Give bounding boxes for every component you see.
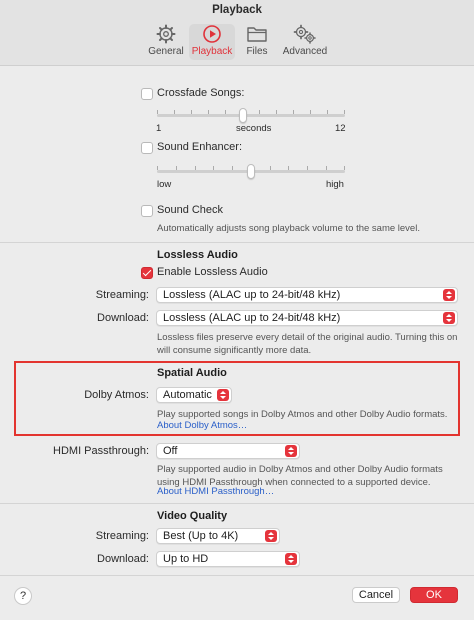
- hdmi-passthrough-select[interactable]: [156, 443, 300, 459]
- gears-icon: [293, 24, 317, 44]
- video-download-value: Up to HD: [163, 553, 209, 565]
- dolby-atmos-select[interactable]: [156, 387, 232, 403]
- tab-general[interactable]: [144, 24, 188, 60]
- divider: [0, 503, 474, 504]
- crossfade-slider-knob[interactable]: [239, 108, 247, 123]
- video-download-select[interactable]: [156, 551, 300, 567]
- tab-playback[interactable]: [189, 24, 235, 60]
- crossfade-slider[interactable]: [157, 108, 345, 124]
- crossfade-max-label: 12: [335, 123, 346, 134]
- tab-playback-label: Playback: [191, 46, 233, 57]
- gear-icon: [156, 24, 176, 44]
- ok-button[interactable]: OK: [410, 587, 458, 603]
- sound-check-label: Sound Check: [157, 204, 224, 216]
- video-download-label: Download:: [97, 553, 149, 565]
- lossless-download-value: Lossless (ALAC up to 24-bit/48 kHz): [163, 312, 341, 324]
- tab-general-label: General: [148, 46, 184, 57]
- crossfade-checkbox[interactable]: [141, 88, 153, 100]
- chevron-updown-icon: [285, 553, 297, 565]
- hdmi-passthrough-value: Off: [163, 445, 178, 457]
- spatial-audio-help: Play supported songs in Dolby Atmos and other Dolby Audio formats.: [157, 409, 448, 420]
- sound-enhancer-min-label: low: [157, 179, 172, 190]
- dialog-footer: [0, 575, 474, 620]
- tab-advanced[interactable]: [281, 24, 329, 60]
- lossless-help: [157, 332, 457, 357]
- sound-check-help: Automatically adjusts song playback volume to the same level.: [157, 223, 420, 234]
- sound-enhancer-checkbox[interactable]: [141, 142, 153, 154]
- lossless-help-line2: will consume significantly more data.: [157, 344, 312, 356]
- video-quality-heading: Video Quality: [157, 510, 228, 522]
- sound-check-checkbox[interactable]: [141, 205, 153, 217]
- playback-settings: [0, 67, 474, 575]
- play-circle-icon: [202, 24, 222, 44]
- lossless-streaming-value: Lossless (ALAC up to 24-bit/48 kHz): [163, 289, 341, 301]
- help-button[interactable]: ?: [14, 587, 32, 605]
- sound-enhancer-label: Sound Enhancer:: [157, 141, 243, 153]
- toolbar: [0, 0, 474, 66]
- window-title: Playback: [212, 4, 262, 16]
- dolby-atmos-value: Automatic: [163, 389, 212, 401]
- crossfade-min-label: 1: [156, 123, 162, 134]
- cancel-button[interactable]: Cancel: [352, 587, 400, 603]
- crossfade-unit-label: seconds: [236, 123, 272, 134]
- crossfade-label: Crossfade Songs:: [157, 87, 245, 99]
- tab-advanced-label: Advanced: [282, 46, 328, 57]
- hdmi-help-line1: Play supported audio in Dolby Atmos and other Dolby Audio formats: [157, 464, 443, 475]
- video-streaming-label: Streaming:: [95, 530, 149, 542]
- about-dolby-atmos-link[interactable]: About Dolby Atmos…: [157, 420, 248, 431]
- tab-files-label: Files: [246, 46, 268, 57]
- video-streaming-select[interactable]: [156, 528, 280, 544]
- about-hdmi-passthrough-link[interactable]: About HDMI Passthrough…: [157, 486, 275, 497]
- spatial-audio-heading: Spatial Audio: [157, 367, 227, 379]
- sound-enhancer-slider[interactable]: [157, 164, 345, 180]
- chevron-updown-icon: [443, 312, 455, 324]
- sound-enhancer-max-label: high: [326, 179, 344, 190]
- lossless-download-label: Download:: [97, 312, 149, 324]
- lossless-download-select[interactable]: [156, 310, 458, 326]
- folder-icon: [246, 24, 268, 44]
- divider: [0, 242, 474, 243]
- sound-enhancer-slider-knob[interactable]: [247, 164, 255, 179]
- lossless-heading: Lossless Audio: [157, 249, 238, 261]
- dolby-atmos-label: Dolby Atmos:: [84, 389, 149, 401]
- chevron-updown-icon: [217, 389, 229, 401]
- crossfade-slider-track: [157, 114, 345, 117]
- chevron-updown-icon: [285, 445, 297, 457]
- lossless-help-line1: Lossless files preserve every detail of the original audio. Turning this on: [157, 332, 458, 343]
- tab-files[interactable]: [240, 24, 274, 60]
- enable-lossless-checkbox[interactable]: [141, 267, 153, 279]
- video-streaming-value: Best (Up to 4K): [163, 530, 239, 542]
- hdmi-passthrough-label: HDMI Passthrough:: [53, 445, 149, 457]
- lossless-streaming-select[interactable]: [156, 287, 458, 303]
- hdmi-help-line2: using HDMI Passthrough when connected to a supported device.: [157, 476, 431, 488]
- lossless-streaming-label: Streaming:: [95, 289, 149, 301]
- chevron-updown-icon: [443, 289, 455, 301]
- enable-lossless-label: Enable Lossless Audio: [157, 266, 268, 278]
- chevron-updown-icon: [265, 530, 277, 542]
